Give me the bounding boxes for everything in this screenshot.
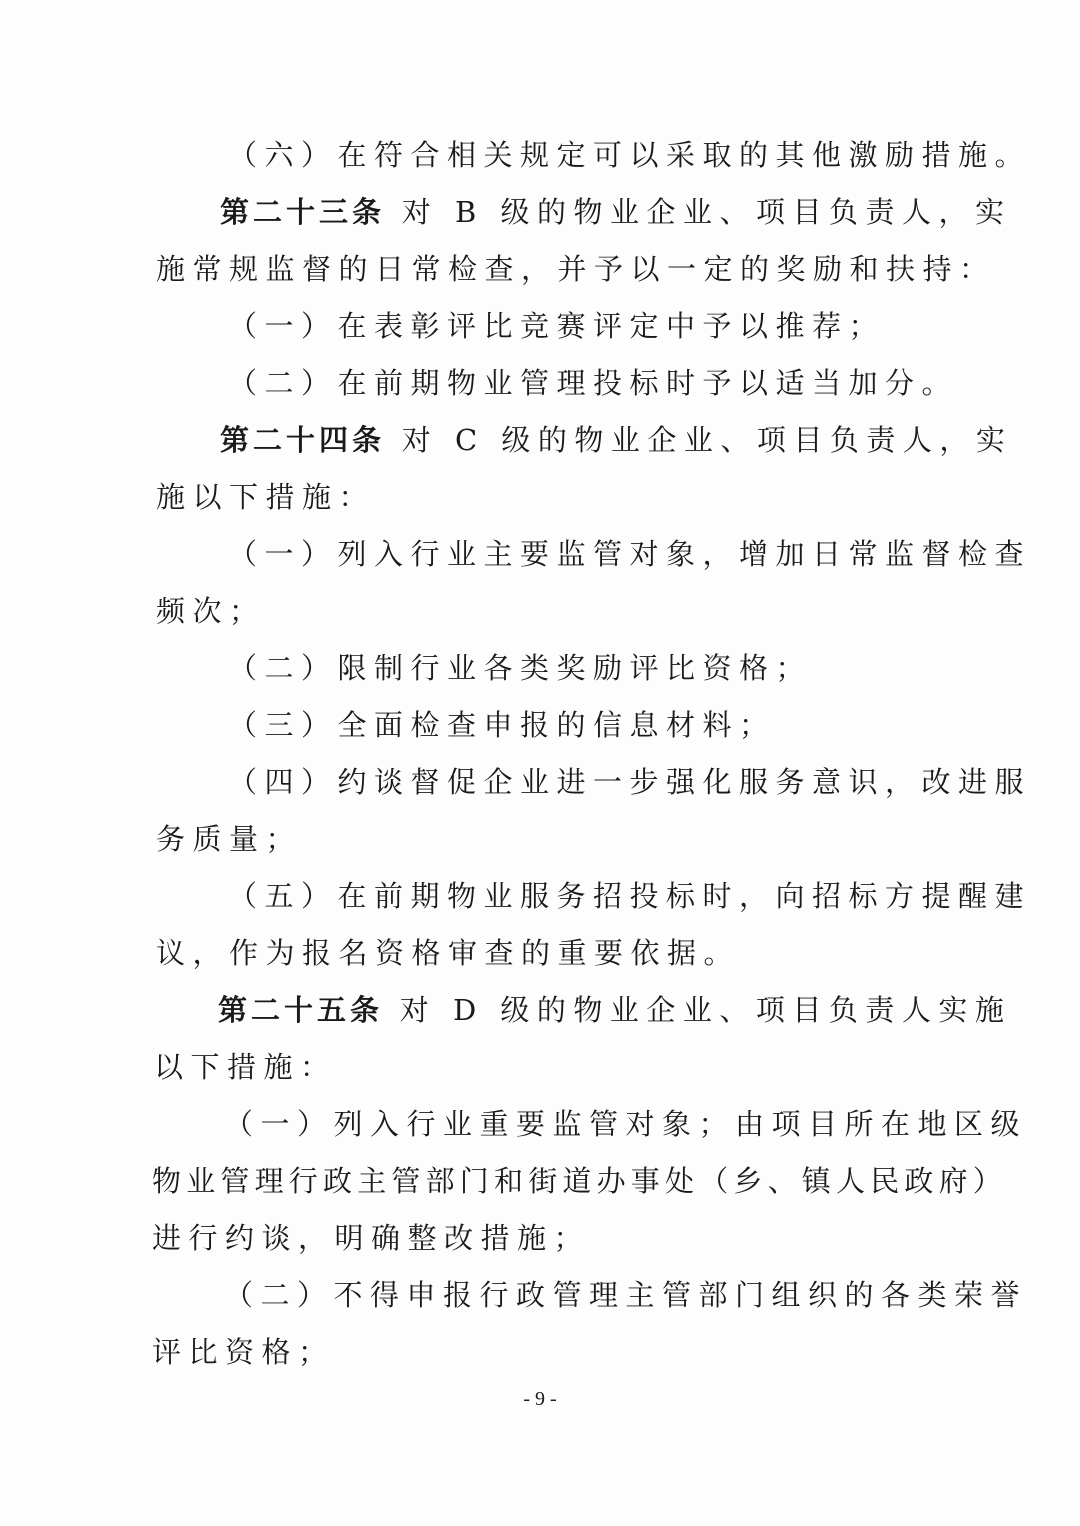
paragraph-line-7: 施以下措施： bbox=[156, 480, 376, 514]
paragraph-line-14: （五）在前期物业服务招投标时，向招标方提醒建 bbox=[228, 879, 1032, 913]
paragraph-line-1: （六）在符合相关规定可以采取的其他激励措施。 bbox=[228, 138, 1032, 172]
paragraph-line-18: （一）列入行业重要监管对象；由项目所在地区级 bbox=[224, 1107, 1028, 1141]
paragraph-line-5: （二）在前期物业管理投标时予以适当加分。 bbox=[228, 366, 959, 400]
paragraph-line-20: 进行约谈，明确整改措施； bbox=[152, 1221, 591, 1255]
paragraph-line-9: 频次； bbox=[156, 594, 266, 628]
paragraph-line-16 bbox=[218, 992, 1011, 1028]
paragraph-line-22: 评比资格； bbox=[152, 1335, 335, 1369]
paragraph-line-4: （一）在表彰评比竞赛评定中予以推荐； bbox=[228, 309, 886, 343]
paragraph-line-8: （一）列入行业主要监管对象，增加日常监督检查 bbox=[228, 537, 1032, 571]
article-23-heading: 第二十三条 bbox=[220, 195, 386, 229]
paragraph-line-12: （四）约谈督促企业进一步强化服务意识，改进服 bbox=[228, 765, 1032, 799]
article-24-text: 对 C 级的物业企业、项目负责人，实 bbox=[385, 423, 1013, 457]
article-25-text: 对 D 级的物业企业、项目负责人实施 bbox=[383, 993, 1012, 1027]
paragraph-line-15: 议，作为报名资格审查的重要依据。 bbox=[156, 936, 741, 970]
paragraph-line-2 bbox=[220, 194, 1011, 230]
paragraph-line-10: （二）限制行业各类奖励评比资格； bbox=[228, 651, 813, 685]
paragraph-line-19: 物业管理行政主管部门和街道办事处（乡、镇人民政府） bbox=[152, 1164, 1008, 1198]
paragraph-line-3: 施常规监督的日常检查，并予以一定的奖励和扶持： bbox=[156, 252, 996, 286]
page-number: - 9 - bbox=[523, 1388, 557, 1410]
article-24-heading: 第二十四条 bbox=[220, 423, 386, 457]
paragraph-line-17: 以下措施： bbox=[154, 1050, 337, 1084]
article-25-heading: 第二十五条 bbox=[218, 993, 384, 1027]
article-23-text: 对 B 级的物业企业、项目负责人，实 bbox=[385, 195, 1012, 229]
paragraph-line-13: 务质量； bbox=[156, 822, 303, 856]
paragraph-line-6 bbox=[220, 422, 1012, 458]
paragraph-line-11: （三）全面检查申报的信息材料； bbox=[228, 708, 776, 742]
paragraph-line-21: （二）不得申报行政管理主管部门组织的各类荣誉 bbox=[224, 1278, 1028, 1312]
